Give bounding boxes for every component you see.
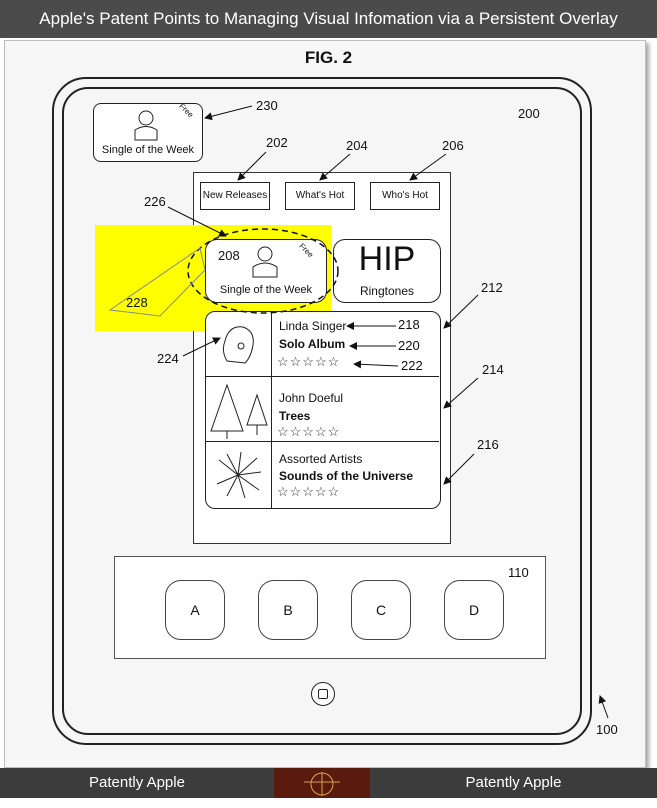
ref-224: 224 <box>157 351 179 366</box>
ref-228: 228 <box>126 295 148 310</box>
tab-whos-hot[interactable]: Who's Hot <box>370 182 440 210</box>
footer-left-label: Patently Apple <box>0 768 274 798</box>
featured-label: Single of the Week <box>219 284 313 296</box>
star-rating[interactable]: ☆☆☆☆☆ <box>277 424 341 439</box>
overlay-label: Single of the Week <box>101 144 195 156</box>
list-artist: John Doeful <box>279 391 344 405</box>
ref-208: 208 <box>218 248 240 263</box>
key-a[interactable]: A <box>165 580 225 640</box>
ref-218: 218 <box>398 317 420 332</box>
ref-204: 204 <box>346 138 368 153</box>
figure-title: FIG. 2 <box>304 48 353 67</box>
ref-222: 222 <box>401 358 423 373</box>
ref-110: 110 <box>508 565 529 580</box>
star-rating[interactable]: ☆☆☆☆☆ <box>277 354 341 369</box>
list-artist: Linda Singer <box>279 319 347 333</box>
banner-title: Apple's Patent Points to Managing Visual Infomation via a Persistent Overlay <box>0 0 657 38</box>
key-c[interactable]: C <box>351 580 411 640</box>
ref-214: 214 <box>482 362 504 377</box>
ref-226: 226 <box>144 194 166 209</box>
star-rating[interactable]: ☆☆☆☆☆ <box>277 484 341 499</box>
ref-200: 200 <box>518 106 540 121</box>
hip-heading: HIP <box>358 240 416 278</box>
ref-216: 216 <box>477 437 499 452</box>
free-badge: Free <box>297 241 316 260</box>
ref-220: 220 <box>398 338 420 353</box>
tab-new-releases[interactable]: New Releases <box>200 182 270 210</box>
hip-subtitle: Ringtones <box>359 284 415 298</box>
ref-206: 206 <box>442 138 464 153</box>
ref-212: 212 <box>481 280 503 295</box>
footer-logo-image <box>274 768 370 798</box>
ref-230: 230 <box>256 98 278 113</box>
list-title: Solo Album <box>279 337 346 351</box>
key-b[interactable]: B <box>258 580 318 640</box>
tab-whats-hot[interactable]: What's Hot <box>285 182 355 210</box>
list-artist: Assorted Artists <box>279 452 363 466</box>
list-title: Trees <box>279 409 311 423</box>
footer-right-label: Patently Apple <box>370 768 657 798</box>
list-title: Sounds of the Universe <box>279 469 414 483</box>
key-d[interactable]: D <box>444 580 504 640</box>
ref-202: 202 <box>266 135 288 150</box>
free-badge: Free <box>177 101 196 120</box>
ref-100: 100 <box>596 722 618 737</box>
